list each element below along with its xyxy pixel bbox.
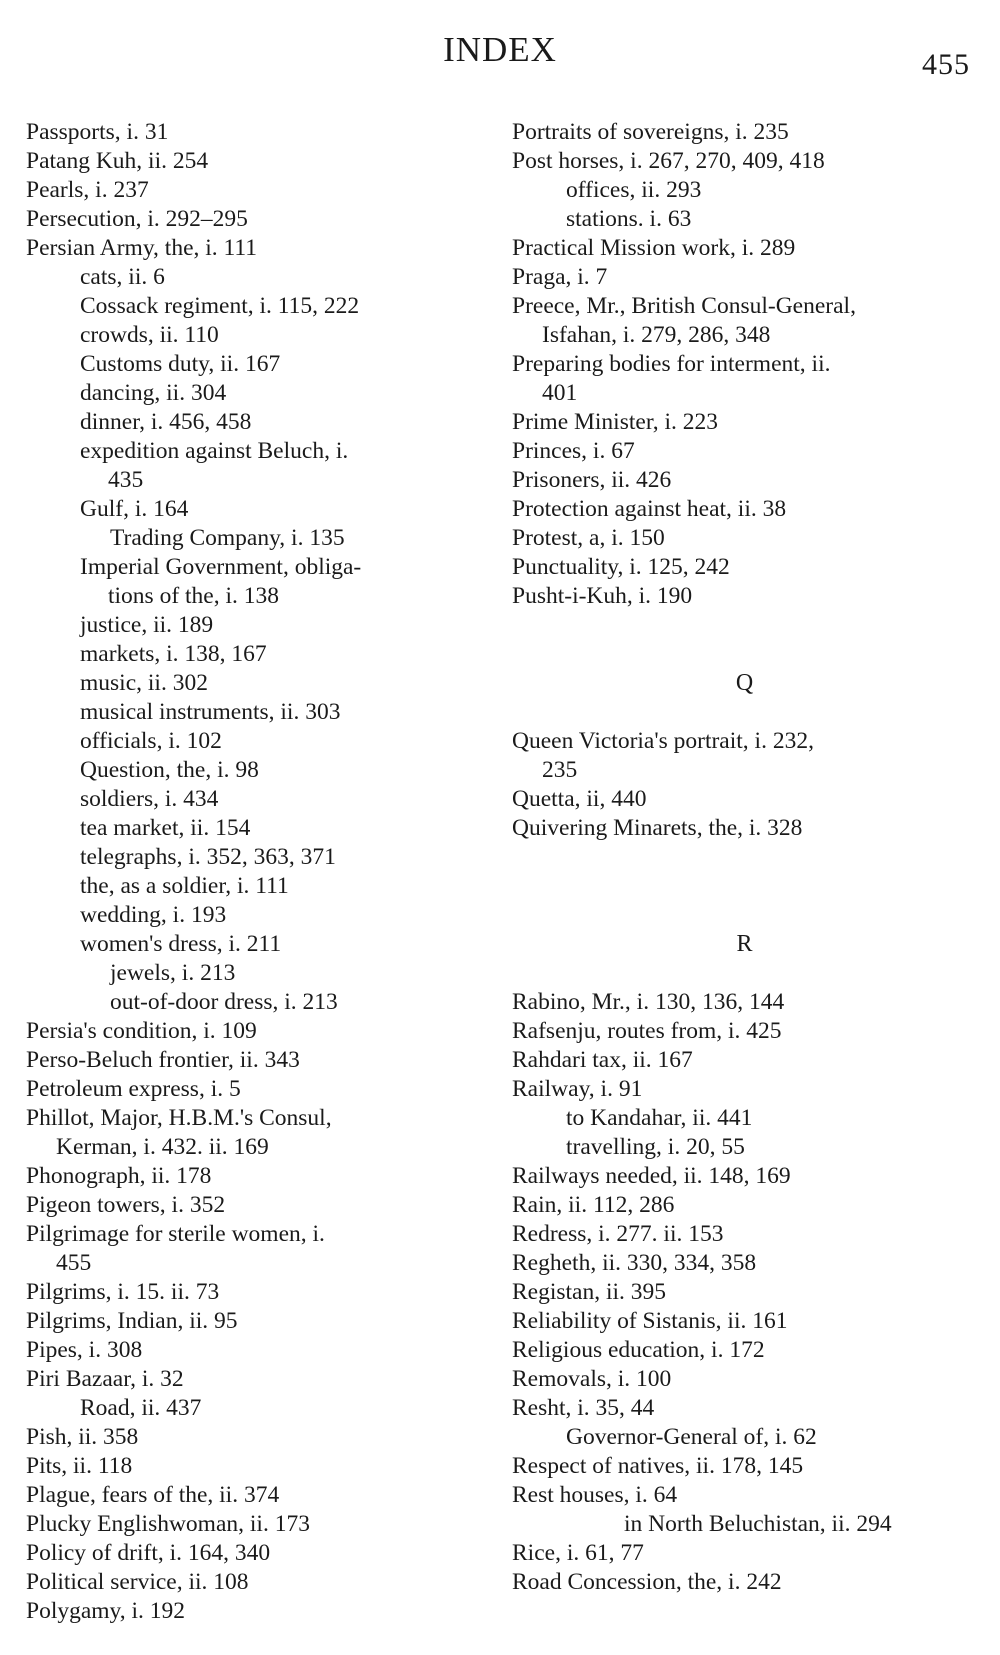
index-entry: Pilgrims, i. 15. ii. 73 — [26, 1279, 220, 1305]
index-entry: Passports, i. 31 — [26, 119, 169, 145]
index-entry: Polygamy, i. 192 — [26, 1598, 186, 1624]
index-entry: Removals, i. 100 — [512, 1366, 672, 1392]
index-entry: Policy of drift, i. 164, 340 — [26, 1540, 271, 1566]
index-subentry: expedition against Beluch, i. — [80, 438, 349, 464]
spacer — [512, 843, 977, 872]
index-entry-continuation: 455 — [56, 1250, 92, 1276]
index-entry: Pilgrims, Indian, ii. 95 — [26, 1308, 238, 1334]
section-letter: Q — [735, 670, 754, 696]
index-entry: Pipes, i. 308 — [26, 1337, 143, 1363]
spacer — [512, 698, 977, 727]
index-entry: Reliability of Sistanis, ii. 161 — [512, 1308, 788, 1334]
index-entry: Railways needed, ii. 148, 169 — [512, 1163, 791, 1189]
index-entry: Redress, i. 277. ii. 153 — [512, 1221, 724, 1247]
index-entry: Regheth, ii. 330, 334, 358 — [512, 1250, 757, 1276]
page-number: 455 — [922, 48, 970, 81]
index-entry: Preece, Mr., British Consul-General, — [512, 293, 856, 319]
index-subentry: Cossack regiment, i. 115, 222 — [80, 293, 360, 319]
spacer — [512, 901, 977, 930]
index-entry-continuation: 435 — [108, 467, 144, 493]
index-entry: Respect of natives, ii. 178, 145 — [512, 1453, 804, 1479]
index-entry: Pish, ii. 358 — [26, 1424, 139, 1450]
index-entry: Protection against heat, ii. 38 — [512, 496, 787, 522]
index-subentry: in North Beluchistan, ii. 294 — [624, 1511, 892, 1537]
index-subentry: Gulf, i. 164 — [80, 496, 189, 522]
index-entry: Pilgrimage for sterile women, i. — [26, 1221, 325, 1247]
index-subentry: jewels, i. 213 — [110, 960, 236, 986]
index-subentry: justice, ii. 189 — [80, 612, 214, 638]
index-entry: Plucky Englishwoman, ii. 173 — [26, 1511, 310, 1537]
index-entry: Persecution, i. 292–295 — [26, 206, 248, 232]
index-subentry: to Kandahar, ii. 441 — [566, 1105, 753, 1131]
index-subentry: crowds, ii. 110 — [80, 322, 219, 348]
index-entry-continuation: 401 — [542, 380, 578, 406]
index-entry: Preparing bodies for interment, ii. — [512, 351, 831, 377]
index-entry: Pusht-i-Kuh, i. 190 — [512, 583, 693, 609]
index-entry: Persia's condition, i. 109 — [26, 1018, 257, 1044]
index-subentry: Customs duty, ii. 167 — [80, 351, 281, 377]
index-entry: Rabino, Mr., i. 130, 136, 144 — [512, 989, 785, 1015]
index-entry: Petroleum express, i. 5 — [26, 1076, 241, 1102]
index-entry-continuation: Isfahan, i. 279, 286, 348 — [542, 322, 771, 348]
index-subentry: music, ii. 302 — [80, 670, 208, 696]
index-entry: Practical Mission work, i. 289 — [512, 235, 796, 261]
index-subentry: the, as a soldier, i. 111 — [80, 873, 289, 899]
index-subentry: musical instruments, ii. 303 — [80, 699, 341, 725]
index-subentry: wedding, i. 193 — [80, 902, 227, 928]
index-entry: Queen Victoria's portrait, i. 232, — [512, 728, 814, 754]
index-entry: Phillot, Major, H.B.M.'s Consul, — [26, 1105, 332, 1131]
index-entry: Phonograph, ii. 178 — [26, 1163, 212, 1189]
index-entry: Registan, ii. 395 — [512, 1279, 667, 1305]
index-entry: Quivering Minarets, the, i. 328 — [512, 815, 803, 841]
index-subentry: Governor-General of, i. 62 — [566, 1424, 817, 1450]
index-entry-continuation: Kerman, i. 432. ii. 169 — [56, 1134, 269, 1160]
index-entry: Punctuality, i. 125, 242 — [512, 554, 730, 580]
index-entry: Princes, i. 67 — [512, 438, 635, 464]
index-entry: Religious education, i. 172 — [512, 1337, 765, 1363]
index-subentry: offices, ii. 293 — [566, 177, 702, 203]
index-subentry: Trading Company, i. 135 — [110, 525, 345, 551]
index-entry: Pits, ii. 118 — [26, 1453, 133, 1479]
spacer — [512, 611, 977, 640]
index-subentry: officials, i. 102 — [80, 728, 222, 754]
index-subentry: telegraphs, i. 352, 363, 371 — [80, 844, 336, 870]
index-subentry: Question, the, i. 98 — [80, 757, 259, 783]
index-subentry: tea market, ii. 154 — [80, 815, 251, 841]
index-entry: Persian Army, the, i. 111 — [26, 235, 258, 261]
index-subentry: women's dress, i. 211 — [80, 931, 282, 957]
index-entry: Piri Bazaar, i. 32 — [26, 1366, 184, 1392]
index-column-left — [26, 118, 486, 1626]
index-entry: Prisoners, ii. 426 — [512, 467, 672, 493]
section-letter: R — [736, 931, 753, 957]
index-subentry: dinner, i. 456, 458 — [80, 409, 252, 435]
index-entry-continuation: tions of the, i. 138 — [108, 583, 280, 609]
index-entry: Patang Kuh, ii. 254 — [26, 148, 209, 174]
index-column-right — [512, 118, 977, 1597]
index-subentry: stations. i. 63 — [566, 206, 692, 232]
index-entry: Pearls, i. 237 — [26, 177, 149, 203]
index-entry: Protest, a, i. 150 — [512, 525, 665, 551]
index-entry: Rafsenju, routes from, i. 425 — [512, 1018, 782, 1044]
index-entry: Rahdari tax, ii. 167 — [512, 1047, 693, 1073]
index-entry: Pigeon towers, i. 352 — [26, 1192, 226, 1218]
spacer — [512, 872, 977, 901]
index-entry: Portraits of sovereigns, i. 235 — [512, 119, 789, 145]
index-subentry: out-of-door dress, i. 213 — [110, 989, 338, 1015]
index-entry: Perso-Beluch frontier, ii. 343 — [26, 1047, 300, 1073]
index-entry: Road Concession, the, i. 242 — [512, 1569, 782, 1595]
index-entry: Quetta, ii, 440 — [512, 786, 647, 812]
spacer — [512, 959, 977, 988]
index-entry: Railway, i. 91 — [512, 1076, 643, 1102]
index-entry: Resht, i. 35, 44 — [512, 1395, 655, 1421]
index-entry: Rest houses, i. 64 — [512, 1482, 678, 1508]
spacer — [512, 640, 977, 669]
index-entry: Post horses, i. 267, 270, 409, 418 — [512, 148, 825, 174]
index-subentry: soldiers, i. 434 — [80, 786, 219, 812]
index-entry: Rice, i. 61, 77 — [512, 1540, 644, 1566]
index-subentry: cats, ii. 6 — [80, 264, 165, 290]
index-entry: Prime Minister, i. 223 — [512, 409, 718, 435]
index-subentry: Imperial Government, obliga- — [80, 554, 362, 580]
index-entry-continuation: 235 — [542, 757, 578, 783]
index-entry: Praga, i. 7 — [512, 264, 608, 290]
index-subentry: markets, i. 138, 167 — [80, 641, 267, 667]
index-entry: Plague, fears of the, ii. 374 — [26, 1482, 280, 1508]
index-subentry: travelling, i. 20, 55 — [566, 1134, 745, 1160]
page-title: INDEX — [443, 30, 557, 69]
page-header — [0, 30, 1000, 90]
index-entry: Rain, ii. 112, 286 — [512, 1192, 675, 1218]
index-subentry: Road, ii. 437 — [80, 1395, 202, 1421]
index-entry: Political service, ii. 108 — [26, 1569, 249, 1595]
index-subentry: dancing, ii. 304 — [80, 380, 227, 406]
